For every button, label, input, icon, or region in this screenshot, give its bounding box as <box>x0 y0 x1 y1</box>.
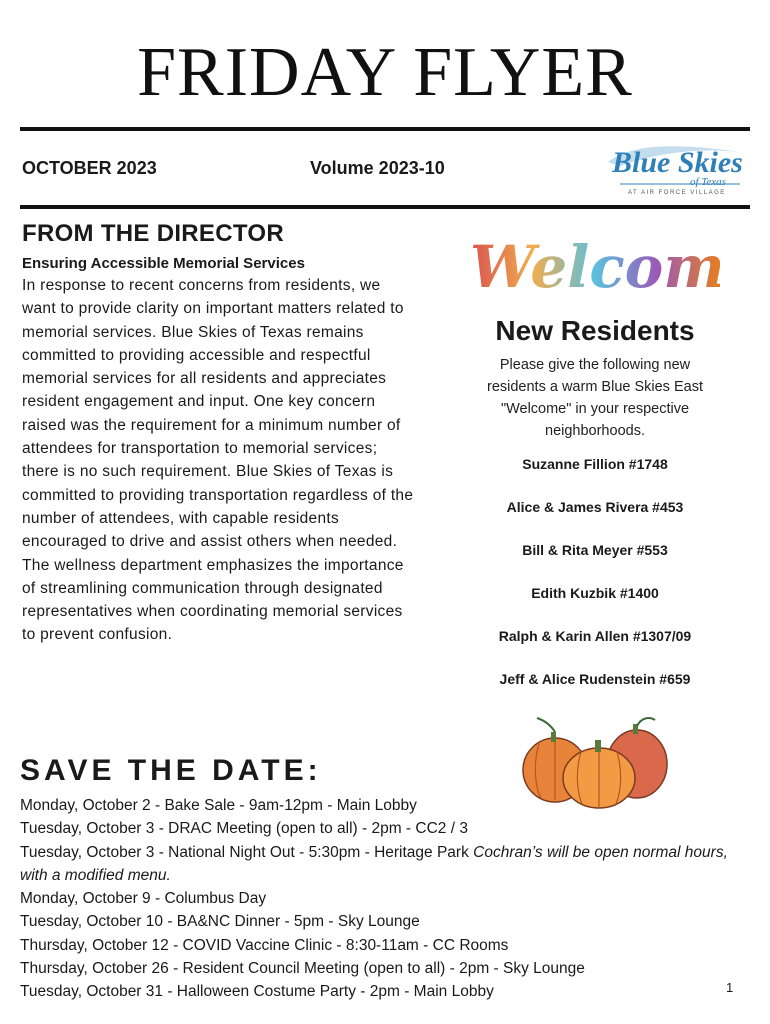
director-paragraph-2: The wellness department emphasizes the importance of streamlining communication through designated representatives when coordinating memorial services to prevent confusion. <box>22 556 404 644</box>
logo-brand: Blue Skies <box>612 146 743 179</box>
top-divider <box>20 127 750 131</box>
masthead-title: FRIDAY FLYER <box>137 34 633 111</box>
welcome-section <box>470 222 762 712</box>
event-item <box>20 841 740 888</box>
event-item <box>20 794 740 817</box>
save-the-date-section <box>20 752 740 1004</box>
event-item <box>20 910 740 933</box>
new-residents-title: New Residents <box>495 315 695 346</box>
save-the-date-heading: SAVE THE DATE: <box>20 754 322 787</box>
event-item <box>20 957 740 980</box>
event-text: Tuesday, October 3 - DRAC Meeting (open to all) - 2pm - CC2 / 3 <box>20 820 468 838</box>
event-item <box>20 817 740 840</box>
event-text: Thursday, October 12 - COVID Vaccine Clinic - 8:30-11am - CC Rooms <box>20 936 509 954</box>
logo-tagline: AT AIR FORCE VILLAGE <box>628 190 726 196</box>
welcome-script-heading: Welcome <box>470 222 720 312</box>
event-item <box>20 980 740 1003</box>
event-text: Monday, October 2 - Bake Sale - 9am-12pm - Main Lobby <box>20 797 417 814</box>
resident-item: Suzanne Fillion #1748 <box>522 456 668 472</box>
director-heading: FROM THE DIRECTOR <box>22 220 284 247</box>
issue-volume: Volume 2023-10 <box>310 158 445 178</box>
welcome-intro: Please give the following new residents a warm Blue Skies East "Welcome" in your respective neighborhoods. <box>487 357 703 439</box>
issue-month: OCTOBER 2023 <box>22 158 157 178</box>
event-text: Tuesday, October 3 - National Night Out - 5:30pm - Heritage Park <box>20 843 474 861</box>
event-text: Thursday, October 26 - Resident Council Meeting (open to all) - 2pm - Sky Lounge <box>20 960 585 978</box>
director-section <box>22 218 417 647</box>
blue-skies-logo <box>600 140 750 200</box>
event-text: Tuesday, October 31 - Halloween Costume Party - 2pm - Main Lobby <box>20 983 494 1001</box>
director-paragraph-1: In response to recent concerns from residents, we want to provide clarity on important matters related to memorial services. Blue Skies of Texas remains committed to providing accessible and respectful memorial services for all residents and appreciates resident engagement and input. One key concern raised was the requirement for a minimum number of attendees for transportation to memorial services; there is no such requirement. Blue Skies of Texas is committed to providing transportation regardless of the number of attendees, with capable residents encouraged to drive and assist others when needed. <box>22 277 414 551</box>
page-number: 1 <box>726 980 734 995</box>
resident-item: Ralph & Karin Allen #1307/09 <box>498 628 692 644</box>
resident-item: Jeff & Alice Rudenstein #659 <box>499 671 691 687</box>
event-text: Monday, October 9 - Columbus Day <box>20 890 267 908</box>
director-subheading: Ensuring Accessible Memorial Services <box>22 255 305 272</box>
residents-list <box>470 454 720 689</box>
resident-item: Bill & Rita Meyer #553 <box>522 542 668 558</box>
logo-sub: of Texas <box>690 176 726 188</box>
resident-item: Alice & James Rivera #453 <box>506 499 684 515</box>
event-item <box>20 887 740 910</box>
event-note: Cochran’s will be open normal hours, with a modified menu. <box>20 843 728 884</box>
header-divider <box>20 205 750 209</box>
events-list <box>20 794 740 1004</box>
event-item <box>20 934 740 957</box>
resident-item: Edith Kuzbik #1400 <box>531 585 659 601</box>
event-text: Tuesday, October 10 - BA&NC Dinner - 5pm - Sky Lounge <box>20 913 420 931</box>
